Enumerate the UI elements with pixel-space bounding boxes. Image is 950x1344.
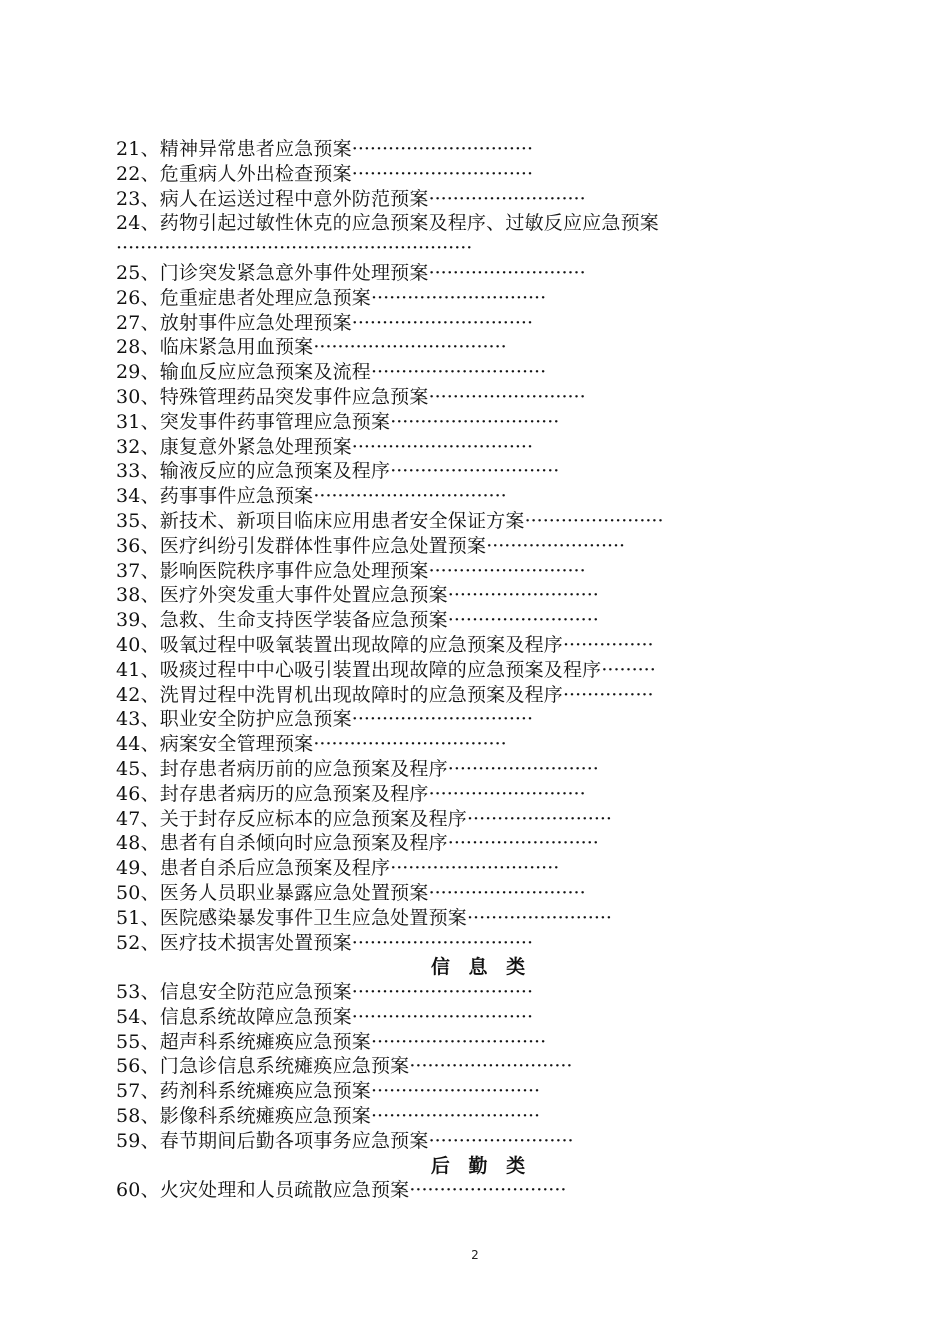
toc-entry [116,980,846,1005]
toc-entry-title: 封存患者病历的应急预案及程序 [159,782,429,805]
toc-entry [116,1030,846,1055]
toc-entry-leader: ······························ [351,435,533,458]
toc-entry [116,559,846,584]
toc-entry-number: 49 [116,857,141,880]
toc-entry-title: 影像科系统瘫痪应急预案 [159,1105,371,1128]
toc-entry-leader: ····························· [370,361,547,384]
toc-entry-leader: ······························ [351,708,533,731]
toc-entry [116,906,846,931]
toc-entry-leader: ······························ [351,162,533,185]
toc-entry-title: 输血反应应急预案及流程 [159,361,371,384]
toc-entry-separator: 、 [140,881,160,904]
toc-entry-number: 30 [116,385,141,408]
toc-entry-title: 门诊突发紧急意外事件处理预案 [159,261,429,284]
toc-entry-separator: 、 [140,361,160,384]
toc-entry-title: 新技术、新项目临床应用患者安全保证方案 [159,509,525,532]
toc-entry [116,385,846,410]
toc-entry-title: 精神异常患者应急预案 [159,138,352,160]
toc-entry-separator: 、 [140,311,160,334]
toc-entry-number: 36 [116,534,141,557]
toc-entry-number: 28 [116,336,141,359]
toc-entry-separator: 、 [140,633,160,656]
toc-entry-title: 突发事件药事管理应急预案 [159,410,391,433]
toc-entry-leader: ································ [313,485,507,508]
toc-entry-number: 21 [116,138,141,160]
toc-entry-leader: ······························ [351,981,533,1004]
toc-group-c [116,980,846,1154]
toc-entry [116,534,846,559]
page-number: 2 [471,1248,479,1262]
section-heading-info: 信 息 类 [430,956,532,979]
toc-entry-leader: ···························· [370,1080,541,1103]
toc-entry [116,732,846,757]
toc-entry-title: 输液反应的应急预案及程序 [159,460,391,483]
toc-entry-leader: ································ [313,336,507,359]
toc-entry-number: 46 [116,782,141,805]
toc-entry-number: 48 [116,832,141,855]
toc-entry-title: 信息系统故障应急预案 [159,1005,352,1028]
toc-entry-separator: 、 [140,485,160,508]
toc-entry [116,707,846,732]
toc-entry-title: 影响医院秩序事件应急处理预案 [159,559,429,582]
toc-entry [116,261,846,286]
toc-entry-leader: ························ [466,807,612,830]
toc-entry [116,435,846,460]
toc-entry-separator: 、 [140,757,160,780]
toc-entry-title: 医疗外突发重大事件处置应急预案 [159,584,448,607]
toc-entry-title: 春节期间后勤各项事务应急预案 [159,1129,429,1152]
toc-entry [116,1054,846,1079]
toc-entry-leader: ··············· [562,683,654,706]
toc-entry [116,1129,846,1154]
toc-entry-separator: 、 [140,733,160,756]
toc-entry-number: 31 [116,410,141,433]
toc-entry-leader: ························· [447,832,599,855]
toc-entry-number: 43 [116,708,141,731]
toc-entry-title: 患者有自杀倾向时应急预案及程序 [159,832,448,855]
toc-entry-separator: 、 [140,609,160,632]
toc-entry-separator: 、 [140,782,160,805]
toc-entry [116,1079,846,1104]
toc-entry-title: 药剂科系统瘫痪应急预案 [159,1080,371,1103]
toc-entry-leader: ··························································· [116,237,473,260]
toc-entry-separator: 、 [140,410,160,433]
toc-entry-number: 25 [116,261,141,284]
toc-entry-title: 火灾处理和人员疏散应急预案 [159,1179,410,1202]
toc-entry [116,683,846,708]
toc-entry-number: 53 [116,981,141,1004]
toc-entry-leader: ····························· [370,286,547,309]
toc-entry-separator: 、 [140,584,160,607]
toc-entry-leader: ····························· [370,1030,547,1053]
toc-entry-title: 封存患者病历前的应急预案及程序 [159,757,448,780]
toc-entry-number: 24 [116,212,141,235]
toc-entry-separator: 、 [140,1055,160,1078]
toc-entry-number: 55 [116,1030,141,1053]
toc-entry [116,583,846,608]
toc-entry [116,807,846,832]
toc-entry-number: 40 [116,633,141,656]
toc-entry-title: 急救、生命支持医学装备应急预案 [159,609,448,632]
toc-entry-leader: ··············· [562,633,654,656]
toc-entry-title: 药物引起过敏性休克的应急预案及程序、过敏反应应急预案 [159,212,659,235]
toc-entry-leader: ·························· [428,261,586,284]
toc-entry-separator: 、 [140,460,160,483]
toc-entry [116,1104,846,1129]
toc-entry-title: 病案安全管理预案 [159,733,314,756]
toc-entry-title: 病人在运送过程中意外防范预案 [159,187,429,210]
toc-entry-leader: ························ [466,906,612,929]
toc-entry-separator: 、 [140,1030,160,1053]
toc-entry-separator: 、 [140,261,160,284]
toc-entry-separator: 、 [140,162,160,185]
toc-entry-number: 41 [116,658,141,681]
toc-entry-number: 35 [116,509,141,532]
toc-entry-title: 医疗技术损害处置预案 [159,931,352,954]
toc-entry-number: 32 [116,435,141,458]
toc-entry [116,1005,846,1030]
toc-entry-leader: ······················· [486,534,626,557]
toc-entry-number: 54 [116,1005,141,1028]
toc-entry-number: 44 [116,733,141,756]
toc-entry-title: 危重症患者处理应急预案 [159,286,371,309]
toc-entry-number: 29 [116,361,141,384]
table-of-contents [116,137,846,1203]
toc-entry-number: 57 [116,1080,141,1103]
toc-entry-number: 33 [116,460,141,483]
toc-entry-number: 51 [116,906,141,929]
toc-group-a [116,137,846,211]
toc-entry-number: 60 [116,1179,141,1202]
toc-entry-separator: 、 [140,1080,160,1103]
toc-entry [116,410,846,435]
toc-entry-leader: ···························· [390,460,560,483]
toc-entry-separator: 、 [140,683,160,706]
toc-entry-leader: ·························· [428,559,586,582]
toc-entry-number: 26 [116,286,141,309]
toc-entry-separator: 、 [140,559,160,582]
toc-entry-title: 职业安全防护应急预案 [159,708,352,731]
toc-entry [116,286,846,311]
toc-entry-title: 吸氧过程中吸氧装置出现故障的应急预案及程序 [159,633,563,656]
toc-group-b [116,261,846,955]
toc-entry [116,311,846,336]
toc-entry-title: 门急诊信息系统瘫痪应急预案 [159,1055,410,1078]
toc-entry-leader: ·························· [428,881,586,904]
toc-entry-title: 特殊管理药品突发事件应急预案 [159,385,429,408]
toc-entry-title: 吸痰过程中中心吸引装置出现故障的应急预案及程序 [159,658,602,681]
toc-entry [116,757,846,782]
toc-entry-leader: ························ [428,1129,574,1152]
toc-entry-title: 洗胃过程中洗胃机出现故障时的应急预案及程序 [159,683,563,706]
toc-entry-number: 22 [116,162,141,185]
toc-entry-title: 医院感染暴发事件卫生应急处置预案 [159,906,467,929]
toc-entry-number: 58 [116,1105,141,1128]
toc-entry-leader: ······························ [351,931,533,954]
toc-entry-separator: 、 [140,509,160,532]
toc-entry-number: 50 [116,881,141,904]
toc-entry-separator: 、 [140,286,160,309]
toc-entry-leader: ·························· [428,385,586,408]
toc-group-d [116,1178,846,1203]
toc-entry-number: 34 [116,485,141,508]
toc-entry-number: 37 [116,559,141,582]
toc-entry-number: 56 [116,1055,141,1078]
toc-entry-leader: ···························· [370,1105,541,1128]
toc-entry [116,360,846,385]
toc-entry [116,831,846,856]
toc-entry-separator: 、 [140,336,160,359]
toc-entry [116,459,846,484]
toc-entry-leader: ························· [447,609,599,632]
toc-entry-separator: 、 [140,1005,160,1028]
toc-entry-separator: 、 [140,1129,160,1152]
toc-entry-title: 患者自杀后应急预案及程序 [159,857,391,880]
toc-entry-title: 关于封存反应标本的应急预案及程序 [159,807,467,830]
toc-entry-leader: ························· [447,584,599,607]
toc-entry-leader: ········· [601,658,656,681]
toc-entry-separator: 、 [140,212,160,235]
toc-entry-leader: ·························· [428,782,586,805]
toc-entry-number: 27 [116,311,141,334]
toc-entry-separator: 、 [140,385,160,408]
toc-entry-number: 59 [116,1129,141,1152]
toc-entry-24 [116,211,846,261]
toc-entry [116,856,846,881]
toc-entry-title: 放射事件应急处理预案 [159,311,352,334]
toc-entry [116,881,846,906]
toc-entry-number: 52 [116,931,141,954]
toc-entry-separator: 、 [140,857,160,880]
toc-entry-title: 信息安全防范应急预案 [159,981,352,1004]
toc-entry-number: 38 [116,584,141,607]
toc-entry [116,484,846,509]
toc-entry-leader: ·························· [428,187,586,210]
toc-entry-title: 康复意外紧急处理预案 [159,435,352,458]
toc-entry-number: 39 [116,609,141,632]
toc-entry-leader: ························· [447,757,599,780]
toc-entry-number: 47 [116,807,141,830]
toc-entry-leader: ··························· [409,1055,573,1078]
toc-entry [116,335,846,360]
toc-entry-title: 危重病人外出检查预案 [159,162,352,185]
toc-entry-separator: 、 [140,138,160,160]
toc-entry-leader: ······················· [524,509,664,532]
toc-entry [116,162,846,187]
toc-entry-title: 药事事件应急预案 [159,485,314,508]
toc-entry [116,658,846,683]
toc-entry-separator: 、 [140,534,160,557]
toc-entry [116,608,846,633]
toc-entry-separator: 、 [140,187,160,210]
section-heading-logistics: 后 勤 类 [430,1154,532,1177]
toc-entry-leader: ································ [313,733,507,756]
toc-entry-leader: ···························· [390,410,560,433]
toc-entry-title: 医务人员职业暴露应急处置预案 [159,881,429,904]
toc-entry-number: 42 [116,683,141,706]
toc-entry-number: 45 [116,757,141,780]
toc-entry-title: 临床紧急用血预案 [159,336,314,359]
toc-entry-leader: ······························ [351,1005,533,1028]
toc-entry [116,137,846,162]
toc-entry [116,509,846,534]
toc-entry [116,187,846,212]
toc-entry-separator: 、 [140,981,160,1004]
toc-entry-separator: 、 [140,1179,160,1202]
toc-entry-separator: 、 [140,1105,160,1128]
toc-entry-leader: ······························ [351,311,533,334]
toc-entry-separator: 、 [140,931,160,954]
toc-entry-separator: 、 [140,708,160,731]
toc-entry [116,782,846,807]
toc-entry-separator: 、 [140,807,160,830]
toc-entry-leader: ·························· [409,1179,567,1202]
toc-entry-number: 23 [116,187,141,210]
toc-entry-title: 超声科系统瘫痪应急预案 [159,1030,371,1053]
toc-entry-separator: 、 [140,658,160,681]
toc-entry-title: 医疗纠纷引发群体性事件应急处置预案 [159,534,487,557]
toc-entry-separator: 、 [140,906,160,929]
toc-entry-leader: ······························ [351,138,533,160]
toc-entry-separator: 、 [140,435,160,458]
toc-entry [116,1178,846,1203]
toc-entry [116,633,846,658]
toc-entry-separator: 、 [140,832,160,855]
toc-entry-leader: ···························· [390,857,560,880]
toc-entry [116,931,846,956]
